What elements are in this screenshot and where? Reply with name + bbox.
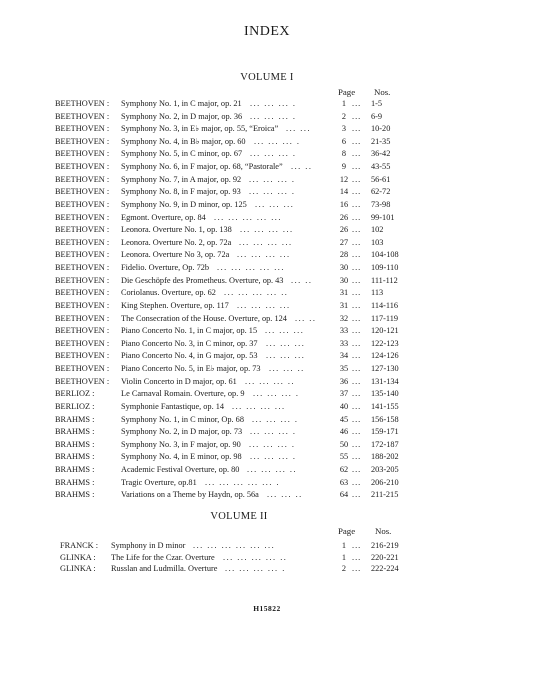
entry-separator-dots: ... — [352, 389, 362, 399]
entry-work-title: Symphony No. 9, in D minor, op. 125 — [121, 199, 247, 209]
index-entry — [0, 275, 534, 286]
entry-dot-leader: ... ... ... — [255, 199, 295, 209]
entry-composer: BEETHOVEN : — [55, 199, 110, 209]
entry-work-title: Leonora. Overture No. 1, op. 138 — [121, 225, 232, 235]
entry-page-number: 55 — [339, 452, 349, 462]
entry-page-number: 14 — [339, 187, 349, 197]
entry-separator-dots: ... — [352, 452, 362, 462]
index-entry — [0, 540, 534, 551]
entry-page-number: 1 — [341, 541, 347, 550]
entry-composer: BEETHOVEN : — [55, 124, 110, 134]
entry-numbers: 117-119 — [371, 313, 399, 323]
entry-work-title: Symphony No. 2, in D major, op. 36 — [121, 111, 243, 121]
entry-composer: BERLIOZ : — [55, 401, 95, 411]
entry-numbers: 172-187 — [371, 439, 399, 449]
index-entry — [0, 350, 534, 361]
entry-dot-leader: ... ... ... . — [250, 111, 297, 121]
entry-numbers: 1-5 — [371, 99, 383, 108]
entry-page-number: 28 — [339, 250, 349, 260]
entry-separator-dots: ... — [352, 263, 362, 273]
entry-work-title: Symphony No. 1, in C major, op. 21 — [121, 99, 242, 108]
entry-dot-leader: ... ... ... ... — [237, 250, 291, 260]
entry-composer: BEETHOVEN : — [55, 237, 110, 247]
entry-numbers: 21-35 — [371, 136, 391, 146]
volume-2-heading: VOLUME II — [210, 511, 268, 522]
entry-numbers: 62-72 — [371, 187, 391, 197]
entry-page-number: 33 — [339, 326, 349, 336]
entry-numbers: 135-140 — [371, 389, 399, 399]
entry-page-number: 26 — [339, 212, 349, 222]
entry-dot-leader: ... ... .. — [267, 490, 303, 500]
entry-separator-dots: ... — [352, 439, 362, 449]
entry-numbers: 159-171 — [371, 427, 399, 437]
entry-page-number: 6 — [341, 136, 347, 146]
index-entry — [0, 388, 534, 399]
entry-composer: BEETHOVEN : — [55, 136, 110, 146]
entry-numbers: 206-210 — [371, 477, 399, 487]
entry-dot-leader: ... .. — [291, 275, 313, 285]
entry-separator-dots: ... — [352, 313, 362, 323]
entry-numbers: 103 — [371, 237, 384, 247]
entry-dot-leader: ... ... ... ... — [240, 225, 294, 235]
entry-separator-dots: ... — [352, 464, 362, 474]
entry-composer: BEETHOVEN : — [55, 174, 110, 184]
entry-separator-dots: ... — [352, 338, 362, 348]
catalog-number: H15822 — [253, 604, 281, 613]
entry-work-title: King Stephen. Overture, op. 117 — [121, 300, 229, 310]
entry-separator-dots: ... — [352, 124, 362, 134]
entry-separator-dots: ... — [352, 427, 362, 437]
index-entry — [0, 477, 534, 488]
entry-page-number: 36 — [339, 376, 349, 386]
volume-2-page-column-header: Page — [338, 526, 356, 536]
index-entry — [0, 552, 534, 563]
index-entry — [0, 237, 534, 248]
entry-dot-leader: ... ... .. — [269, 364, 305, 374]
entry-composer: BEETHOVEN : — [55, 351, 110, 361]
entry-page-number: 62 — [339, 464, 349, 474]
entry-composer: BEETHOVEN : — [55, 364, 110, 374]
entry-composer: BEETHOVEN : — [55, 275, 110, 285]
entry-composer: BEETHOVEN : — [55, 250, 110, 260]
entry-numbers: 99-101 — [371, 212, 395, 222]
entry-work-title: Symphony No. 1, in C minor, Op. 68 — [121, 414, 244, 424]
entry-composer: BEETHOVEN : — [55, 263, 110, 273]
entry-numbers: 211-215 — [371, 490, 399, 500]
entry-separator-dots: ... — [352, 401, 362, 411]
entry-dot-leader: ... .. — [291, 162, 313, 172]
entry-work-title: Symphony No. 5, in C minor, op. 67 — [121, 149, 243, 159]
entry-page-number: 12 — [339, 174, 349, 184]
entry-work-title: Die Geschöpfe des Prometheus. Overture, op. 43 — [121, 275, 284, 285]
entry-separator-dots: ... — [352, 199, 362, 209]
entry-work-title: Symphony No. 3, in E♭ major, op. 55, “Eroica” — [121, 124, 279, 134]
entry-page-number: 45 — [339, 414, 349, 424]
index-entry — [0, 199, 534, 210]
entry-numbers: 203-205 — [371, 464, 399, 474]
page-title: INDEX — [243, 24, 291, 39]
entry-work-title: Piano Concerto No. 4, in G major, op. 53 — [121, 351, 258, 361]
entry-numbers: 120-121 — [371, 326, 399, 336]
entry-work-title: Tragic Overture, op.81 — [121, 477, 197, 487]
entry-dot-leader: ... ... ... . — [254, 136, 301, 146]
entry-numbers: 73-98 — [371, 199, 391, 209]
entry-dot-leader: ... ... ... . — [250, 452, 297, 462]
entry-page-number: 34 — [339, 351, 349, 361]
index-entry — [0, 464, 534, 475]
entry-work-title: Piano Concerto No. 1, in C major, op. 15 — [121, 326, 258, 336]
entry-page-number: 32 — [339, 313, 349, 323]
entry-page-number: 1 — [341, 552, 347, 562]
entry-dot-leader: ... .. — [295, 313, 317, 323]
entry-composer: BEETHOVEN : — [55, 111, 110, 121]
entry-composer: BERLIOZ : — [55, 389, 95, 399]
entry-composer: BRAHMS : — [55, 414, 95, 424]
entry-page-number: 2 — [341, 564, 347, 573]
entry-composer: BEETHOVEN : — [55, 212, 110, 222]
entry-composer: BEETHOVEN : — [55, 313, 110, 323]
entry-page-number: 9 — [341, 162, 347, 172]
index-entry — [0, 186, 534, 197]
entry-numbers: 188-202 — [371, 452, 399, 462]
entry-page-number: 63 — [339, 477, 349, 487]
entry-composer: BEETHOVEN : — [55, 376, 110, 386]
entry-page-number: 37 — [339, 389, 349, 399]
entry-dot-leader: ... ... ... — [266, 338, 306, 348]
entry-numbers: 104-108 — [371, 250, 399, 260]
entry-separator-dots: ... — [352, 149, 362, 159]
index-entry — [0, 363, 534, 374]
entry-composer: FRANCK : — [60, 541, 99, 550]
entry-dot-leader: ... ... ... .. — [247, 464, 298, 474]
index-entry — [0, 401, 534, 412]
entry-composer: BRAHMS : — [55, 477, 95, 487]
entry-dot-leader: ... ... ... ... .. — [224, 288, 289, 298]
entry-separator-dots: ... — [352, 376, 362, 386]
entry-separator-dots: ... — [352, 414, 362, 424]
entry-work-title: Fidelio. Overture, Op. 72b — [121, 263, 210, 273]
index-entry — [0, 414, 534, 425]
index-entry — [0, 161, 534, 172]
entry-page-number: 2 — [341, 111, 347, 121]
entry-composer: BRAHMS : — [55, 490, 95, 500]
index-entry — [0, 376, 534, 387]
entry-dot-leader: ... ... ... .. — [245, 376, 296, 386]
entry-separator-dots: ... — [352, 364, 362, 374]
entry-work-title: Symphony No. 2, in D major, op. 73 — [121, 427, 243, 437]
entry-dot-leader: ... ... ... ... — [237, 300, 291, 310]
entry-composer: BEETHOVEN : — [55, 225, 110, 235]
entry-dot-leader: ... ... ... . — [249, 439, 296, 449]
entry-separator-dots: ... — [352, 187, 362, 197]
entry-page-number: 16 — [339, 199, 349, 209]
entry-dot-leader: ... ... ... ... . — [225, 564, 286, 573]
entry-composer: BEETHOVEN : — [55, 162, 110, 172]
entry-composer: GLINKA : — [60, 552, 96, 562]
entry-composer: BRAHMS : — [55, 464, 95, 474]
entry-numbers: 36-42 — [371, 149, 391, 159]
entry-work-title: Symphony No. 6, in F major, op. 68, “Pastorale” — [121, 162, 283, 172]
entry-composer: BEETHOVEN : — [55, 187, 110, 197]
entry-dot-leader: ... ... ... — [266, 351, 306, 361]
index-entry — [0, 300, 534, 311]
entry-composer: BRAHMS : — [55, 427, 95, 437]
entry-work-title: Leonora. Overture No. 2, op. 72a — [121, 237, 232, 247]
index-entry — [0, 98, 534, 109]
entry-page-number: 30 — [339, 263, 349, 273]
entry-page-number: 31 — [339, 300, 349, 310]
entry-work-title: Symphony No. 7, in A major, op. 92 — [121, 174, 242, 184]
index-entry — [0, 563, 534, 574]
index-entry — [0, 426, 534, 437]
entry-work-title: Piano Concerto No. 5, in E♭ major, op. 73 — [121, 364, 261, 374]
entry-separator-dots: ... — [352, 162, 362, 172]
entry-work-title: Symphony No. 4, in E minor, op. 98 — [121, 452, 242, 462]
entry-work-title: Egmont. Overture, op. 84 — [121, 212, 206, 222]
entry-numbers: 222-224 — [371, 564, 399, 573]
index-entry — [0, 111, 534, 122]
entry-numbers: 220-221 — [371, 552, 399, 562]
entry-separator-dots: ... — [352, 300, 362, 310]
entry-composer: BRAHMS : — [55, 439, 95, 449]
entry-work-title: Symphony No. 3, in F major, op. 90 — [121, 439, 241, 449]
index-entry — [0, 451, 534, 462]
index-entry — [0, 287, 534, 298]
index-entry — [0, 212, 534, 223]
entry-separator-dots: ... — [352, 237, 362, 247]
entry-separator-dots: ... — [352, 288, 362, 298]
entry-numbers: 56-61 — [371, 174, 391, 184]
index-entry — [0, 338, 534, 349]
entry-numbers: 109-110 — [371, 263, 399, 273]
entry-numbers: 131-134 — [371, 376, 399, 386]
index-entry — [0, 313, 534, 324]
volume-1-heading: VOLUME I — [240, 72, 294, 83]
volume-1-nos-column-header: Nos. — [374, 87, 391, 97]
entry-dot-leader: ... ... ... — [265, 326, 305, 336]
entry-numbers: 156-158 — [371, 414, 399, 424]
entry-separator-dots: ... — [352, 275, 362, 285]
index-entry — [0, 148, 534, 159]
entry-numbers: 216-219 — [371, 541, 399, 550]
entry-numbers: 102 — [371, 225, 384, 235]
index-entry — [0, 249, 534, 260]
index-entry — [0, 439, 534, 450]
entry-composer: BEETHOVEN : — [55, 326, 110, 336]
entry-separator-dots: ... — [352, 212, 362, 222]
entry-page-number: 26 — [339, 225, 349, 235]
entry-dot-leader: ... ... ... ... ... ... — [193, 541, 276, 550]
entry-dot-leader: ... ... ... . — [249, 187, 296, 197]
entry-dot-leader: ... ... ... . — [250, 99, 297, 108]
entry-page-number: 3 — [341, 124, 347, 134]
entry-separator-dots: ... — [352, 477, 362, 487]
entry-dot-leader: ... ... ... . — [252, 414, 299, 424]
entry-page-number: 40 — [339, 401, 349, 411]
entry-dot-leader: ... ... ... ... ... — [217, 263, 285, 273]
entry-work-title: Violin Concerto in D major, op. 61 — [121, 376, 237, 386]
entry-composer: BEETHOVEN : — [55, 149, 110, 159]
entry-page-number: 50 — [339, 439, 349, 449]
entry-numbers: 43-55 — [371, 162, 391, 172]
index-entry — [0, 224, 534, 235]
entry-work-title: Le Carnaval Romain. Overture, op. 9 — [121, 389, 245, 399]
entry-dot-leader: ... ... ... ... .. — [223, 552, 288, 562]
entry-work-title: Piano Concerto No. 3, in C minor, op. 37 — [121, 338, 258, 348]
entry-work-title: The Consecration of the House. Overture, op. 124 — [121, 313, 287, 323]
entry-work-title: Russlan and Ludmilla. Overture — [111, 564, 218, 573]
entry-numbers: 141-155 — [371, 401, 399, 411]
index-entry — [0, 262, 534, 273]
entry-separator-dots: ... — [352, 552, 362, 562]
entry-separator-dots: ... — [352, 99, 362, 108]
entry-separator-dots: ... — [352, 564, 362, 573]
entry-dot-leader: ... ... ... . — [253, 389, 300, 399]
entry-composer: BEETHOVEN : — [55, 99, 110, 108]
entry-numbers: 124-126 — [371, 351, 399, 361]
entry-work-title: The Life for the Czar. Overture — [111, 552, 215, 562]
entry-dot-leader: ... ... ... ... ... — [214, 212, 282, 222]
entry-page-number: 46 — [339, 427, 349, 437]
entry-separator-dots: ... — [352, 490, 362, 500]
entry-page-number: 64 — [339, 490, 349, 500]
entry-work-title: Symphonie Fantastique, op. 14 — [121, 401, 225, 411]
index-entry — [0, 123, 534, 134]
entry-composer: BEETHOVEN : — [55, 338, 110, 348]
entry-numbers: 127-130 — [371, 364, 399, 374]
entry-work-title: Variations on a Theme by Haydn, op. 56a — [121, 490, 259, 500]
index-entry — [0, 174, 534, 185]
entry-page-number: 27 — [339, 237, 349, 247]
entry-dot-leader: ... ... — [286, 124, 312, 134]
entry-work-title: Leonora. Overture No 3, op. 72a — [121, 250, 230, 260]
entry-dot-leader: ... ... ... . — [249, 174, 296, 184]
entry-dot-leader: ... ... ... ... — [239, 237, 293, 247]
entry-numbers: 6-9 — [371, 111, 383, 121]
entry-separator-dots: ... — [352, 326, 362, 336]
entry-numbers: 113 — [371, 288, 384, 298]
entry-work-title: Symphony in D minor — [111, 541, 186, 550]
entry-dot-leader: ... ... ... . — [250, 427, 297, 437]
entry-dot-leader: ... ... ... ... ... . — [205, 477, 281, 487]
entry-separator-dots: ... — [352, 250, 362, 260]
entry-separator-dots: ... — [352, 174, 362, 184]
entry-separator-dots: ... — [352, 351, 362, 361]
entry-numbers: 114-116 — [371, 300, 399, 310]
entry-page-number: 31 — [339, 288, 349, 298]
index-entry — [0, 325, 534, 336]
entry-dot-leader: ... ... ... ... — [232, 401, 286, 411]
entry-page-number: 1 — [341, 99, 347, 108]
entry-page-number: 33 — [339, 338, 349, 348]
entry-numbers: 111-112 — [371, 275, 398, 285]
entry-work-title: Symphony No. 8, in F major, op. 93 — [121, 187, 241, 197]
entry-separator-dots: ... — [352, 111, 362, 121]
index-entry — [0, 136, 534, 147]
entry-composer: BRAHMS : — [55, 452, 95, 462]
entry-composer: GLINKA : — [60, 564, 96, 573]
entry-composer: BEETHOVEN : — [55, 288, 110, 298]
entry-page-number: 30 — [339, 275, 349, 285]
entry-separator-dots: ... — [352, 225, 362, 235]
entry-separator-dots: ... — [352, 541, 362, 550]
volume-2-nos-column-header: Nos. — [375, 526, 392, 536]
entry-separator-dots: ... — [352, 136, 362, 146]
volume-1-page-column-header: Page — [338, 87, 356, 97]
entry-numbers: 122-123 — [371, 338, 399, 348]
entry-dot-leader: ... ... ... . — [250, 149, 297, 159]
entry-composer: BEETHOVEN : — [55, 300, 110, 310]
entry-numbers: 10-20 — [371, 124, 391, 134]
index-entry — [0, 489, 534, 500]
entry-work-title: Academic Festival Overture, op. 80 — [121, 464, 240, 474]
entry-work-title: Coriolanus. Overture, op. 62 — [121, 288, 216, 298]
entry-page-number: 35 — [339, 364, 349, 374]
entry-work-title: Symphony No. 4, in B♭ major, op. 60 — [121, 136, 246, 146]
entry-page-number: 8 — [341, 149, 347, 159]
